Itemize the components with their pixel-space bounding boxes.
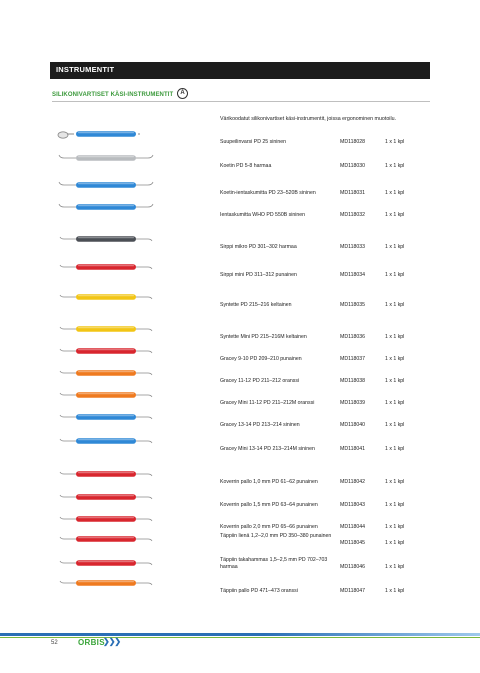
product-code: MD118047 [340,588,365,594]
product-code: MD118030 [340,163,365,169]
product-quantity: 1 x 1 kpl [385,479,405,485]
product-name: Gracey 11-12 PD 211–212 oranssi [220,378,300,384]
curette-icon [56,346,156,356]
product-name: Täppiin lienä 1,2–2,0 mm PD 350–380 punainen [220,533,332,539]
autoclavable-icon: A [177,88,188,99]
product-name: Koetin PD 5-8 harmaa [220,163,272,169]
product-quantity: 1 x 1 kpl [385,540,405,546]
product-quantity: 1 x 1 kpl [385,502,405,508]
product-name: Koverrin pallo 1,5 mm PD 63–64 punainen [220,502,318,508]
product-code: MD118033 [340,244,365,250]
product-name: Koverrin pallo 1,0 mm PD 61–62 punainen [220,479,318,485]
probe-icon [56,180,156,190]
product-code: MD118040 [340,422,365,428]
intro-text: Värikoodatut silikonivartiset käsi-instrumentit, joissa ergonominen muotoilu. [220,116,397,122]
section-title: SILIKONIVARTISET KÄSI-INSTRUMENTIT [52,92,174,98]
scaler-icon [56,292,156,302]
scaler-icon [56,262,156,272]
product-code: MD118045 [340,540,365,546]
plugger-icon [56,578,156,588]
product-name: Sirppi mikro PD 301–302 harmaa [220,244,297,250]
product-name: Gracey Mini 13-14 PD 213–214M sininen [220,446,315,452]
product-quantity: 1 x 1 kpl [385,190,405,196]
excavator-icon [56,492,156,502]
product-code: MD118039 [340,400,365,406]
product-quantity: 1 x 1 kpl [385,212,405,218]
product-name: Sirppi mini PD 311–312 punainen [220,272,297,278]
product-code: MD118044 [340,524,365,530]
product-quantity: 1 x 1 kpl [385,422,405,428]
product-quantity: 1 x 1 kpl [385,564,405,570]
product-name: Suupeilinvarsi PD 25 sininen [220,139,287,145]
product-code: MD118041 [340,446,365,452]
product-name: Koverrin pallo 2,0 mm PD 65–66 punainen [220,524,318,530]
product-code: MD118034 [340,272,365,278]
product-quantity: 1 x 1 kpl [385,272,405,278]
header-bar [50,62,430,79]
scaler-icon [56,234,156,244]
product-quantity: 1 x 1 kpl [385,524,405,530]
product-name: Täppiin takahammas 1,5–2,5 mm PD 702–703 harmaa [220,557,328,570]
plugger-icon [56,534,156,544]
section-divider [52,101,430,102]
footer-stripe-green [0,637,480,638]
product-code: MD118038 [340,378,365,384]
product-quantity: 1 x 1 kpl [385,163,405,169]
product-code: MD118042 [340,479,365,485]
page-title: INSTRUMENTIT [56,65,115,74]
orbis-logo: ORBIS [78,638,105,647]
probe-icon [56,202,156,212]
scaler-icon [56,324,156,334]
curette-icon [56,412,156,422]
product-code: MD118028 [340,139,365,145]
product-quantity: 1 x 1 kpl [385,356,405,362]
product-quantity: 1 x 1 kpl [385,334,405,340]
probe-icon [56,153,156,163]
curette-icon [56,436,156,446]
product-quantity: 1 x 1 kpl [385,588,405,594]
logo-chevrons-icon: ❯❯❯ [103,637,121,646]
product-name: Koetin-ientaskumitta PD 23–520B sininen [220,190,316,196]
product-quantity: 1 x 1 kpl [385,302,405,308]
footer-stripe-blue [0,633,480,636]
product-code: MD118036 [340,334,365,340]
product-code: MD118035 [340,302,365,308]
product-code: MD118037 [340,356,365,362]
product-quantity: 1 x 1 kpl [385,446,405,452]
product-quantity: 1 x 1 kpl [385,378,405,384]
product-quantity: 1 x 1 kpl [385,139,405,145]
product-code: MD118043 [340,502,365,508]
product-name: Gracey Mini 11-12 PD 211–212M oranssi [220,400,315,406]
product-name: Täppiin pallo PD 471–473 oranssi [220,588,298,594]
excavator-icon [56,469,156,479]
product-code: MD118032 [340,212,365,218]
product-quantity: 1 x 1 kpl [385,400,405,406]
product-code: MD118046 [340,564,365,570]
plugger-icon [56,558,156,568]
curette-icon [56,390,156,400]
product-name: Gracey 13-14 PD 213–214 sininen [220,422,300,428]
page-number: 52 [51,640,58,646]
product-code: MD118031 [340,190,365,196]
product-quantity: 1 x 1 kpl [385,244,405,250]
product-name: Gracey 9-10 PD 209–210 punainen [220,356,302,362]
curette-icon [56,368,156,378]
mirror-handle-icon [56,129,156,139]
product-name: Syntette Mini PD 215–216M keltainen [220,334,307,340]
product-name: Syntette PD 215–216 keltainen [220,302,292,308]
product-name: Ientaskumitta WHO PD 550B sininen [220,212,306,218]
excavator-icon [56,514,156,524]
